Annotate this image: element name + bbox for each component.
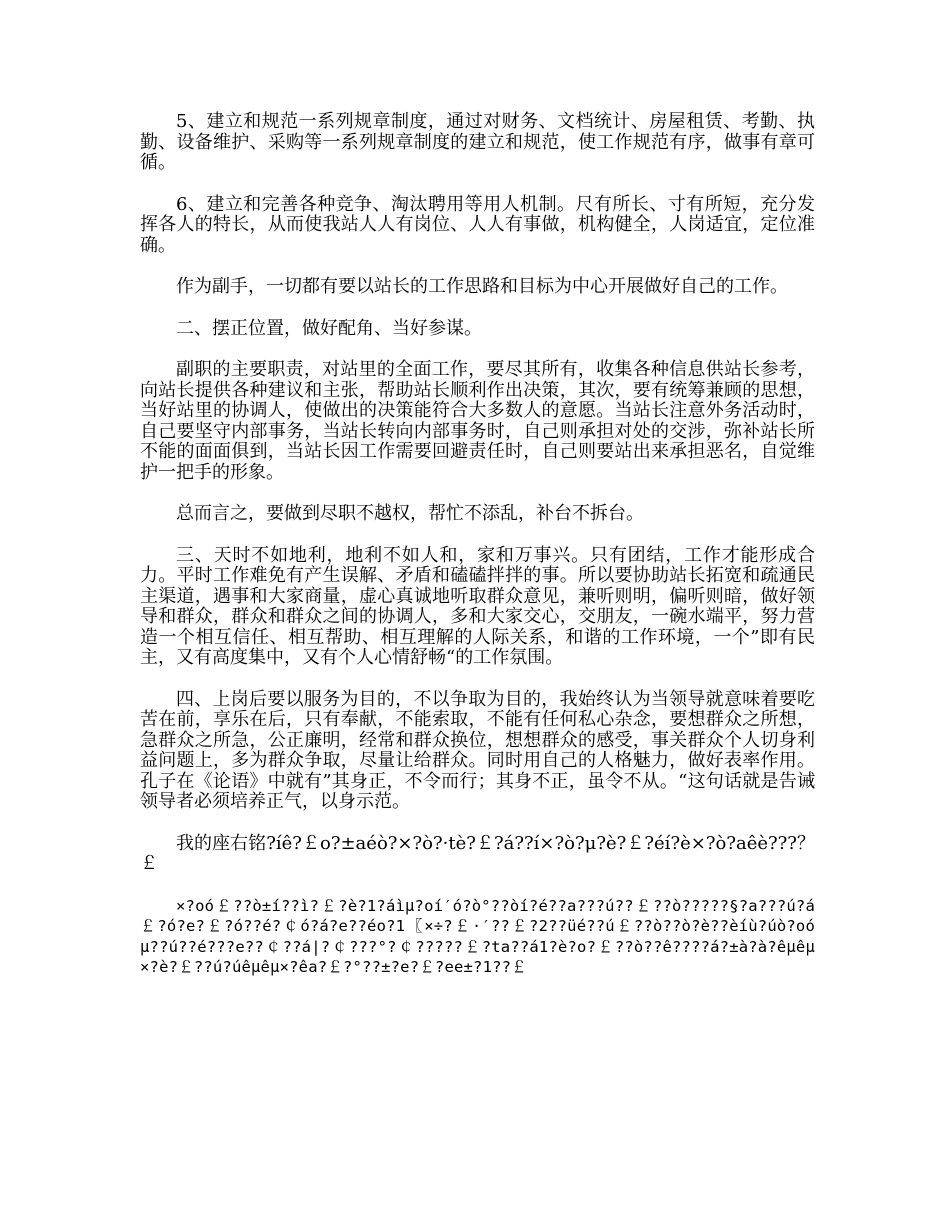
document-body: [140, 112, 815, 999]
section-four-service: 四、上岗后要以服务为目的，不以争取为目的，我始终认为当领导就意味着要吃苦在前，享乐在后，只有奉献，不能索取，不能有任何私心杂念，要想群众之所想，急群众之所急，公正廉明，经常和群众换位，想想群众的感受，事关群众个人切身利益问题上，多为群众争取，尽量让给群众。同时用自己的人格魅力，做好表率作用。孔子在《论语》中就有”其身正，不令而行；其身不正，虽令不从。“这句话就是告诫领导者必须培养正气，以身示范。: [140, 688, 815, 812]
paragraph-deputy-role: 作为副手，一切都有要以站长的工作思路和目标为中心开展做好自己的工作。: [176, 276, 788, 297]
paragraph-motto-garbled: 我的座右铭?íê?￡o?±aéò?×?ò?·tè?￡?á??í×?ò?μ?è?￡?éí?è×?ò?aêè???？￡: [140, 832, 815, 874]
paragraph-item-6-mechanism: 6、建立和完善各种竞争、淘汰聘用等用人机制。尺有所长、寸有所短，充分发挥各人的特长，从而使我站人人有岗位、人人有事做，机构健全，人岗适宜，定位准确。: [140, 193, 815, 256]
section-three-unity: 三、天时不如地利，地利不如人和，家和万事兴。只有团结，工作才能形成合力。平时工作难免有产生误解、矛盾和磕磕拌拌的事。所以要协助站长拓宽和疏通民主渠道，遇事和大家商量，虚心真诚地听取群众意见，兼听则明，偏听则暗，做好领导和群众，群众和群众之间的协调人，多和大家交心，交朋友，一碗水端平，努力营造一个相互信任、相互帮助、相互理解的人际关系，和谐的工作环境，一个”即有民主，又有高度集中，又有个人心情舒畅“的工作氛围。: [140, 544, 815, 668]
paragraph-garbled-text: ×?oó￡??ò±í??ì?￡?è?1?áìμ?oí′ó?ò°??òí?é??a???ú??￡??ò?????§?a???ú?á￡?ó?e?￡?ó??é?￠ó?á?e??éo?1〖×÷?￡·′??￡?2??üé??ú￡??ò??ò?è??èíù?úò?oóμ??ú??é???e??￠??á|?￠???°?￠?????￡?ta??á1?è?o?￡??ò??ê????á?±à?à?êμêμ×?è?￡??ú?úêμêμ×?êa?￡?°??±?e?￡?ee±?1??￡: [140, 896, 815, 976]
paragraph-deputy-duties: 副职的主要职责，对站里的全面工作，要尽其所有，收集各种信息供站长参考，向站长提供各种建议和主张，帮助站长顺利作出决策，其次，要有统筹兼顾的思想，当好站里的协调人，使做出的决策能符合大多数人的意愿。当站长注意外务活动时，自己要坚守内部事务，当站长转向内部事务时，自己则承担对处的交涉，弥补站长所不能的面面俱到，当站长因工作需要回避责任时，自己则要站出来承担恶名，自觉维护一把手的形象。: [140, 359, 815, 483]
paragraph-item-5-rules: 5、建立和规范一系列规章制度，通过对财务、文档统计、房屋租赁、考勤、执勤、设备维护、采购等一系列规章制度的建立和规范，使工作规范有序，做事有章可循。: [140, 111, 815, 173]
paragraph-summary: 总而言之，要做到尽职不越权，帮忙不添乱，补台不拆台。: [176, 503, 644, 524]
section-heading-two: 二、摆正位置，做好配角、当好参谋。: [176, 317, 482, 339]
